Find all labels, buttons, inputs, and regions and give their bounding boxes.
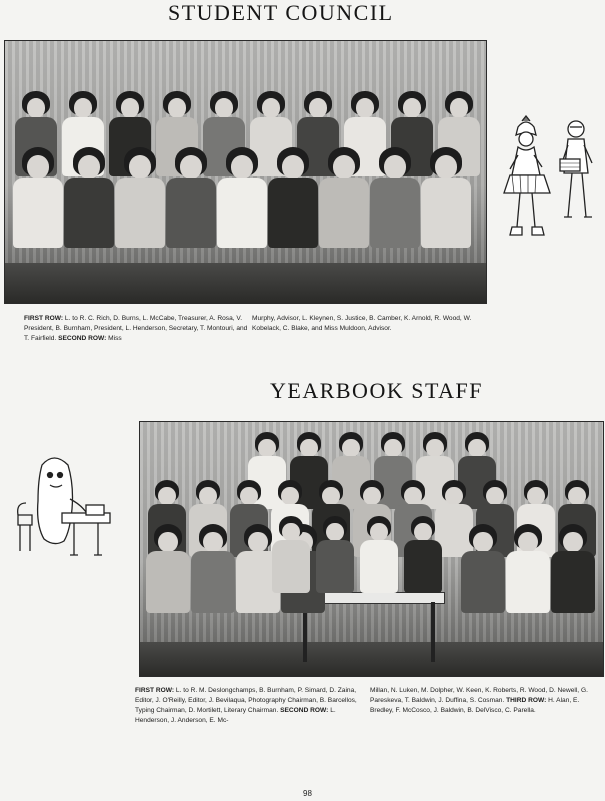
student-council-caption-column-2 <box>252 314 477 334</box>
yearbook-staff-title: YEARBOOK STAFF <box>270 378 483 403</box>
caption-text: L. Henderson, J. Anderson, E. Mc- <box>135 707 336 724</box>
caption-row-lead: FIRST ROW: <box>135 687 175 694</box>
student-council-photo <box>4 40 487 304</box>
caption-text: Millan, N. Luken, M. Dolpher, W. Keen, K. Roberts, R. Wood, D. Newell, G. Pareskeva, T. Baldwin, J. Duffina, S. Cosman. <box>370 687 588 704</box>
student-council-title: STUDENT COUNCIL <box>168 0 394 25</box>
caption-row-lead: SECOND ROW: <box>280 707 329 714</box>
caption-text: Miss <box>108 335 122 342</box>
cheerleader-and-teacher-cartoon <box>496 115 602 255</box>
caption-text: L. to R. C. Rich, D. Burns, L. McCabe, Treasurer, A. Rosa, V. President, B. Burnham, President, L. Henderson, Secretary, T. Montouri, and T. Fairfield. <box>24 315 248 342</box>
yearbook-staff-caption-column-2 <box>370 686 595 716</box>
table-leg <box>431 602 435 662</box>
caption-row-lead: FIRST ROW: <box>24 315 64 322</box>
yearbook-staff-caption-column-1 <box>135 686 365 726</box>
yearbook-staff-photo <box>139 421 604 677</box>
caption-row-lead: SECOND ROW: <box>58 335 107 342</box>
page-number: 98 <box>303 789 312 798</box>
caption-row-lead: THIRD ROW: <box>506 697 547 704</box>
student-council-caption-column-1 <box>24 314 249 344</box>
ghost-typist-cartoon <box>14 455 114 565</box>
caption-text: H. Alan, E. Bredley, F. McCosco, J. Baldwin, B. DelVisco, C. Parella. <box>370 697 580 714</box>
caption-text: L. to R. M. Deslongchamps, B. Burnham, P. Simard, D. Zaina, Editor, J. O'Reilly, Editor, J. Bevilaqua, Photography Chairman, B. Barcellos, Typing Chairman, D. Mortilett, Literary Chairman. <box>135 687 357 714</box>
caption-text: Murphy, Advisor, L. Kleynen, S. Justice, B. Camber, K. Arnold, R. Wood, W. Kobelack, C. Blake, and Miss Muldoon, Advisor. <box>252 315 472 332</box>
